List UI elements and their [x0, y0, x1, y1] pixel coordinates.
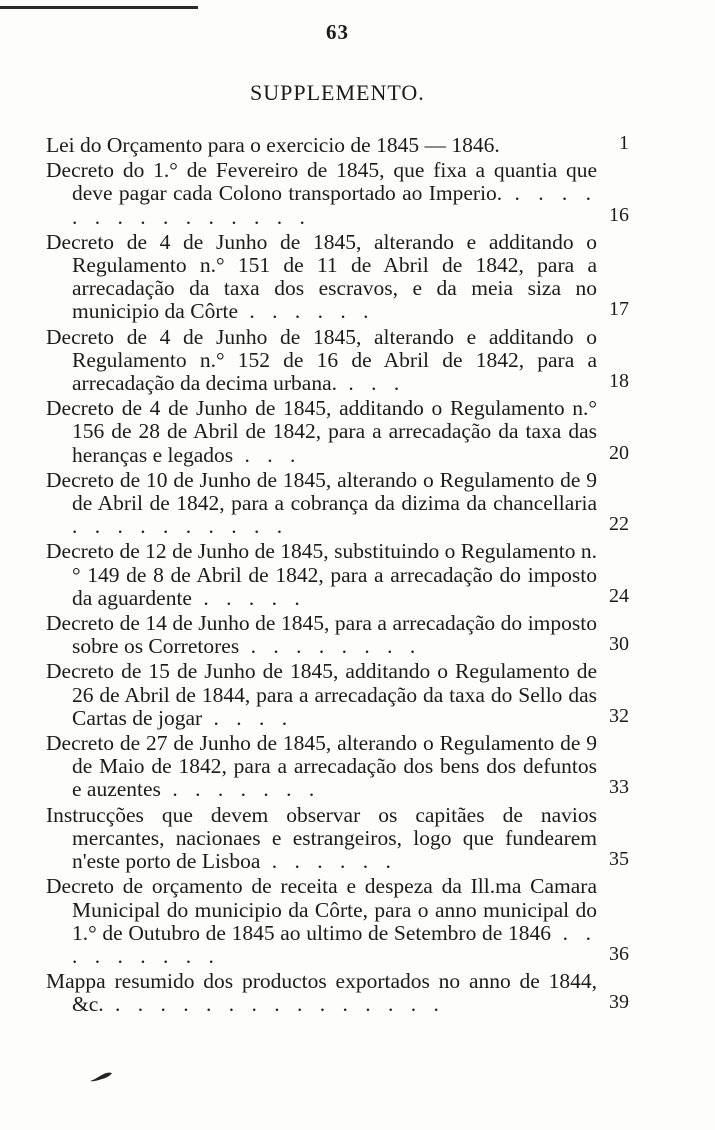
toc-entry-text — [46, 731, 597, 802]
toc-entry — [0, 469, 715, 539]
toc-entry-leaders: . . . . — [202, 705, 294, 730]
toc-entry-title: Decreto do 1.° de Fevereiro de 1845, que fixa a quantia que deve pagar cada Colono transportado ao Imperio. — [46, 158, 597, 206]
toc-entry-page: 32 — [609, 704, 629, 727]
toc-entry-text — [46, 659, 597, 730]
toc-entry-title: Decreto de 4 de Junho de 1845, additando o Regulamento n.° 156 de 28 de Abril de 1842, para a arrecadação da taxa das heranças e legados — [46, 396, 597, 467]
toc-entry — [0, 970, 715, 1016]
toc-entry-text — [46, 874, 598, 968]
toc-entry-leaders: . . . . . . . . . — [72, 920, 598, 968]
toc-entry — [0, 540, 715, 610]
toc-entry-leaders: . . . . . . — [260, 849, 397, 874]
toc-entry-page: 1 — [619, 132, 629, 154]
toc-entry-leaders: . . . . . . — [238, 299, 375, 324]
toc-entry-leaders: . . . . . . . . . . — [72, 514, 289, 539]
toc-entry-page: 36 — [609, 942, 629, 965]
toc-entry-title: Decreto de 4 de Junho de 1845, alterando e additando o Regulamento n.° 152 de 16 de Abril de 1842, para a arrecadação da decima urbana. — [46, 324, 597, 396]
toc-entry-text — [46, 539, 597, 610]
toc-entry-title: Decreto de 15 de Junho de 1845, additando o Regulamento de 26 de Abril de 1844, para a arrecadação da taxa do Sello das Cartas de jogar — [46, 659, 597, 730]
toc-entry — [0, 732, 715, 802]
toc-entry — [0, 159, 715, 229]
toc-entry — [0, 660, 715, 730]
ink-blot-mark — [88, 1070, 114, 1084]
toc-entry-leaders: . . . . . . . . . . . . . . . — [72, 181, 597, 229]
toc-entry-title: Decreto de 27 de Junho de 1845, alterando o Regulamento de 9 de Maio de 1842, para a arrecadação dos bens dos defuntos e auzentes — [46, 731, 597, 802]
toc-entry-page: 30 — [609, 633, 629, 656]
toc-entry-page: 22 — [609, 513, 629, 536]
toc-entry-title: Mappa resumido dos productos exportados no anno de 1844, &c. — [46, 969, 597, 1017]
toc-entry-page: 33 — [609, 776, 629, 799]
page-title: SUPPLEMENTO. — [250, 80, 425, 105]
toc-entry-leaders: . . . . . . . — [160, 777, 321, 802]
toc-entry — [0, 231, 715, 324]
toc-entry-page: 24 — [609, 584, 629, 607]
toc-entry-text — [46, 611, 597, 659]
toc-entry-leaders: . . . — [336, 371, 406, 396]
toc-entry — [0, 134, 715, 157]
toc-entry-page: 35 — [609, 848, 629, 871]
toc-entry-title: Instrucções que devem observar os capitães de navios mercantes, nacionaes e estrangeiros, logo que fundearem n'este porto de Lisboa — [46, 802, 597, 874]
toc-entry — [0, 397, 715, 467]
toc-entry-text — [46, 158, 597, 229]
toc-entry-page: 18 — [609, 370, 629, 393]
toc-entry-leaders: . . . . . . . . . . . . . . . — [103, 992, 445, 1017]
toc-entry — [0, 804, 715, 874]
toc-entry-text — [46, 324, 597, 396]
toc-entry — [0, 326, 715, 396]
toc-entry-text — [46, 802, 597, 874]
toc-entry-title: Decreto de 14 de Junho de 1845, para a arrecadação do imposto sobre os Corretores — [46, 611, 597, 659]
toc-entry-page: 20 — [609, 441, 629, 464]
toc-entry-title: Decreto de 10 de Junho de 1845, alterando o Regulamento de 9 de Abril de 1842, para a cobrança da dizima da chancellaria — [46, 467, 597, 516]
toc-entry-title: Decreto de 12 de Junho de 1845, substituindo o Regulamento n.° 149 de 8 de Abril de 1842, para a arrecadação do imposto da aguardente — [46, 539, 597, 610]
top-rule — [0, 6, 198, 9]
toc-entry-text — [46, 969, 597, 1017]
toc-entry-leaders: . . . . . . . . — [239, 634, 422, 659]
toc-entry-title: Decreto de 4 de Junho de 1845, alterando e additando o Regulamento n.° 151 de 11 de Abril de 1842, para a arrecadação da taxa dos escravos, e da meia siza no municipio da Côrte — [46, 229, 597, 324]
toc-entry-text — [46, 396, 597, 467]
toc-entry-text — [46, 229, 597, 324]
toc-entry-title: Lei do Orçamento para o exercicio de 1845 — 1846. — [46, 133, 500, 157]
toc-entry-leaders: . . . — [233, 442, 302, 467]
toc-entry — [0, 612, 715, 658]
toc-entry-text — [46, 133, 592, 157]
toc-entry-page: 17 — [609, 298, 629, 321]
toc-entry-page: 39 — [609, 991, 629, 1014]
toc-entry-page: 16 — [609, 203, 629, 226]
page-number: 63 — [326, 20, 349, 44]
table-of-contents — [0, 134, 715, 1019]
toc-entry-title: Decreto de orçamento de receita e despeza da Ill.ma Camara Municipal do municipio da Côrte, para o anno municipal do 1.° de Outubro de 1845 ao ultimo de Setembro de 1846 — [46, 874, 597, 945]
toc-entry-leaders: . . . . . — [191, 585, 306, 610]
toc-entry — [0, 875, 715, 968]
toc-entry-text — [46, 467, 597, 539]
